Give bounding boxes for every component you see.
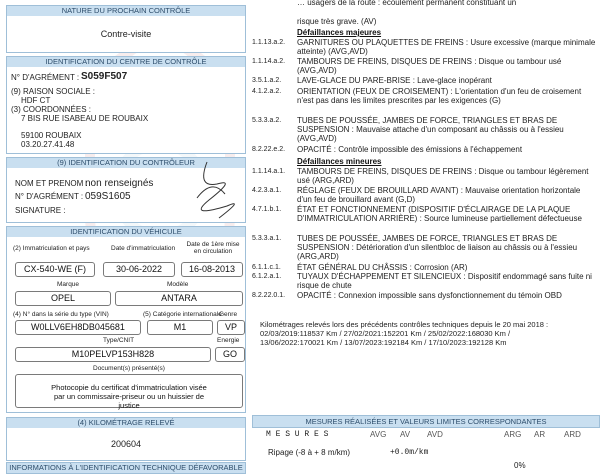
controleur-box (6, 168, 246, 223)
date-imm-field: 30-06-2022 (103, 262, 175, 277)
vehicule-box (6, 237, 246, 413)
km-header: (4) KILOMÉTRAGE RELEVÉ (6, 417, 246, 429)
mes-col-avg: AVG (370, 430, 387, 439)
majeures-code: 1.1.13.a.2. (252, 39, 286, 46)
mes-col-arg: ARG (504, 430, 522, 439)
centre-agrement: S059F507 (81, 71, 128, 82)
controleur-header: (9) IDENTIFICATION DU CONTRÔLEUR (6, 157, 246, 169)
controleur-nom: non renseignés (85, 178, 154, 189)
ripage-label: Ripage (-8 à + 8 m/km) (268, 448, 351, 457)
controleur-nom-label: NOM ET PRENOM : (15, 179, 88, 188)
centre-agrement-label: N° D'AGRÉMENT : (11, 73, 80, 82)
left-column (6, 0, 246, 470)
km-line-2: 13/06/2022:170021 Km / 13/07/2023:192184 Km / 17/10/2023:192128 Km (260, 338, 507, 347)
ripage-value: +0.0m/km (390, 448, 429, 457)
majeures-code: 1.1.14.a.2. (252, 58, 286, 65)
majeures-text: LAVE-GLACE DU PARE-BRISE : Lave-glace inopérant (297, 76, 492, 85)
centre-box (6, 67, 246, 154)
imm-field: CX-540-WE (F) (15, 262, 95, 277)
mineures-code: 5.3.3.a.1. (252, 235, 282, 242)
vehicule-header: IDENTIFICATION DU VÉHICULE (6, 226, 246, 238)
marque-field: OPEL (15, 291, 111, 306)
genre-field: VP (217, 320, 245, 335)
centre-coord-label: (3) COORDONNÉES : (11, 105, 92, 114)
docs-text: Photocopie du certificat d'immatriculation visée par un commissaire-priseur ou un huissier de justice (51, 383, 207, 410)
mineures-code: 4.2.3.a.1. (252, 187, 282, 194)
date-serie-field: 16-08-2013 (181, 262, 243, 277)
km-value: 200604 (110, 439, 142, 449)
mineures-code: 1.1.14.a.1. (252, 168, 286, 175)
majeures-text: ORIENTATION (FEUX DE CROISEMENT) : L'orientation d'un feu de croisement n'est pas dans les limites prescrites par les exigences (G) (297, 87, 582, 105)
date-serie-label: Date de 1ère mise en circulation (186, 241, 240, 255)
centre-raison: HDF CT (21, 96, 51, 105)
mineures-code: 6.1.1.c.1. (252, 264, 281, 271)
info-header: INFORMATIONS À L'IDENTIFICATION TECHNIQUE DÉFAVORABLE (6, 462, 246, 474)
mes-col-av: AV (400, 430, 411, 439)
mineures-text: TUYAUX D'ÉCHAPPEMENT ET SILENCIEUX : Dispositif endommagé sans fuite ni risque de chute (297, 272, 592, 290)
section-majeures: Défaillances majeures (297, 28, 382, 37)
energie-field: GO (215, 347, 245, 362)
mineures-code: 6.1.2.a.1. (252, 273, 282, 280)
mineures-code: 8.2.22.0.1. (252, 292, 286, 299)
signature-scribble (167, 158, 247, 226)
cat-field: M1 (147, 320, 213, 335)
centre-address: 7 BIS RUE ISABEAU DE ROUBAIX (21, 114, 149, 123)
right-column: … usagers de la route : écoulement permanent constituant un risque très grave. (AV) Défaillances majeures 1.1.13.a.2. GARNITURES OU PLAQUETTES DE FREINS : Usure excessive (marque minimale atteinte) (AVG,AVD) 1.1.14.a.2. TAMBOURS DE FREINS, DISQUES DE FREINS : Disque ou tambour usé (AVG,AVD) 3.5.1.a.2. LAVE-GLACE DU PARE-BRISE : Lave-glace inopérant 4.1.2.a.2. ORIENTATION (FEUX DE CROISEMENT) : L'orientation d'un feu de croisement n'est pas dans les limites prescrites par les exigences (G) 5.3.3.a.2. TUBES DE POUSSÉE, JAMBES DE FORCE, TRIANGLES ET BRAS DE SUSPENSION : Mauvaise attache d'un composant au châssis ou à l'essieu (AVG,AVD) 8.2.22.e.2. OPACITÉ : Contrôle impossible des émissions à l'échappement Défaillances mineures 1.1.14.a.1. TAMBOURS DE FREINS, DISQUES DE FREINS : Disque ou tambour légèrement usé (ARG,ARD) 4.2.3.a.1. RÉGLAGE (FEUX DE BROUILLARD AVANT) : Mauvaise orientation horizontale d'un feu de brouillard avant (G,D) 4.7.1.b.1. ÉTAT ET FONCTIONNEMENT (DISPOSITIF D'ÉCLAIRAGE DE LA PLAQUE D'IMMATRICULATION ARRIÈRE) : Source lumineuse partiellement défectueuse 5.3.3.a.1. TUBES DE POUSSÉE, JAMBES DE FORCE, TRIANGLES ET BRAS DE SUSPENSION : Détérioration d'un silentbloc de liaison au châssis ou à l'essieu (ARG,ARD) 6.1.1.c.1. ÉTAT GÉNÉRAL DU CHÂSSIS : Corrosion (AR) 6.1.2.a.1. TUYAUX D'ÉCHAPPEMENT ET SILENCIEUX : Dispositif endommagé sans fuite ni risque de chute 8.2.22.0.1. OPACITÉ : Connexion impossible sans dysfonctionnement du témoin OBD Kilométrages relevés lors des précédents contrôles techniques depuis le 20 mai 2018 : 02/03/2019:118537 Km / 27/02/2021:152201 Km / 25/02/2022:168030 Km / 13/06/2022:170021 Km / 13/07/2023:192184 Km / 17/10/2023:192128 Km MESURES RÉALISÉES ET VALEURS LIMITES CORRESPONDANTES M E S U R E S AVG AV AVD ARG AR ARD Ripage (-8 à + 8 m/km) +0.0m/km 0% (252, 0, 598, 470)
mes-col-title: M E S U R E S (266, 430, 329, 439)
mineures-text: RÉGLAGE (FEUX DE BROUILLARD AVANT) : Mauvaise orientation horizontale d'un feu de brouillard avant (G,D) (297, 186, 581, 204)
type-label: Type/CNIT (103, 337, 135, 344)
centre-header: IDENTIFICATION DU CENTRE DE CONTRÔLE (6, 56, 246, 68)
mineures-code: 4.7.1.b.1. (252, 206, 282, 213)
date-imm-label: Date d'immatriculation (111, 245, 176, 252)
energie-label: Energie (217, 337, 240, 344)
docs-label: Document(s) présenté(s) (93, 365, 165, 372)
controleur-agr-label: N° D'AGRÉMENT : (15, 192, 84, 201)
type-field: M10PELVP153H828 (15, 347, 211, 362)
majeures-code: 4.1.2.a.2. (252, 88, 282, 95)
centre-raison-label: (9) RAISON SOCIALE : (11, 87, 96, 96)
last-value: 0% (514, 461, 526, 470)
mineures-text: TUBES DE POUSSÉE, JAMBES DE FORCE, TRIANGLES ET BRAS DE SUSPENSION : Détérioration d'un silentbloc de liaison au châssis ou à l'essieu (ARG,ARD) (297, 234, 578, 261)
mes-col-ard: ARD (564, 430, 581, 439)
majeures-code: 8.2.22.e.2. (252, 146, 286, 153)
mineures-text: ÉTAT GÉNÉRAL DU CHÂSSIS : Corrosion (AR) (297, 263, 468, 272)
cat-label: (5) Catégorie internationale (143, 311, 222, 318)
modele-field: ANTARA (115, 291, 243, 306)
docs-box (15, 374, 243, 408)
imm-label: (2) Immatriculation et pays (13, 245, 90, 252)
majeures-code: 3.5.1.a.2. (252, 77, 282, 84)
mineures-text: ÉTAT ET FONCTIONNEMENT (DISPOSITIF D'ÉCLAIRAGE DE LA PLAQUE D'IMMATRICULATION ARRIÈRE) : Source lumineuse partiellement défectueuse (297, 205, 582, 223)
modele-label: Modèle (167, 281, 189, 288)
majeures-text: TUBES DE POUSSÉE, JAMBES DE FORCE, TRIANGLES ET BRAS DE SUSPENSION : Mauvaise attache d'un composant au châssis ou à l'essieu (AVG,AVD) (297, 116, 564, 143)
prochain-header: NATURE DU PROCHAIN CONTRÔLE (6, 5, 246, 17)
km-box (6, 428, 246, 461)
centre-phone: 03.20.27.41.48 (21, 140, 75, 149)
mineures-text: OPACITÉ : Connexion impossible sans dysfonctionnement du témoin OBD (297, 291, 562, 300)
km-intro: Kilométrages relevés lors des précédents contrôles techniques depuis le 20 mai 2018 : (260, 320, 549, 329)
vin-label: (4) N° dans la série du type (VIN) (13, 311, 109, 318)
vin-field: W0LLV6EH8DB045681 (15, 320, 141, 335)
mes-col-ar: AR (534, 430, 546, 439)
mineures-text: TAMBOURS DE FREINS, DISQUES DE FREINS : Disque ou tambour légèrement usé (ARG,ARD) (297, 167, 589, 185)
majeures-text: OPACITÉ : Contrôle impossible des émissions à l'échappement (297, 145, 523, 154)
mes-col-avd: AVD (427, 430, 443, 439)
marque-label: Marque (57, 281, 80, 288)
mesures-header: MESURES RÉALISÉES ET VALEURS LIMITES CORRESPONDANTES (252, 415, 600, 428)
controleur-agr: 059S1605 (85, 191, 131, 202)
majeures-text: TAMBOURS DE FREINS, DISQUES DE FREINS : Disque ou tambour usé (AVG,AVD) (297, 57, 562, 75)
km-line-1: 02/03/2019:118537 Km / 27/02/2021:152201 Km / 25/02/2022:168030 Km / (260, 329, 511, 338)
prochain-box (6, 16, 246, 53)
section-mineures: Défaillances mineures (297, 157, 382, 166)
majeures-text: GARNITURES OU PLAQUETTES DE FREINS : Usure excessive (marque minimale atteinte) (AVG,AVD) (297, 38, 596, 56)
prochain-value: Contre-visite (100, 29, 152, 39)
majeures-code: 5.3.3.a.2. (252, 117, 282, 124)
centre-city: 59100 ROUBAIX (21, 131, 82, 140)
controleur-sig-label: SIGNATURE : (15, 206, 66, 215)
genre-label: Genre (219, 311, 238, 318)
